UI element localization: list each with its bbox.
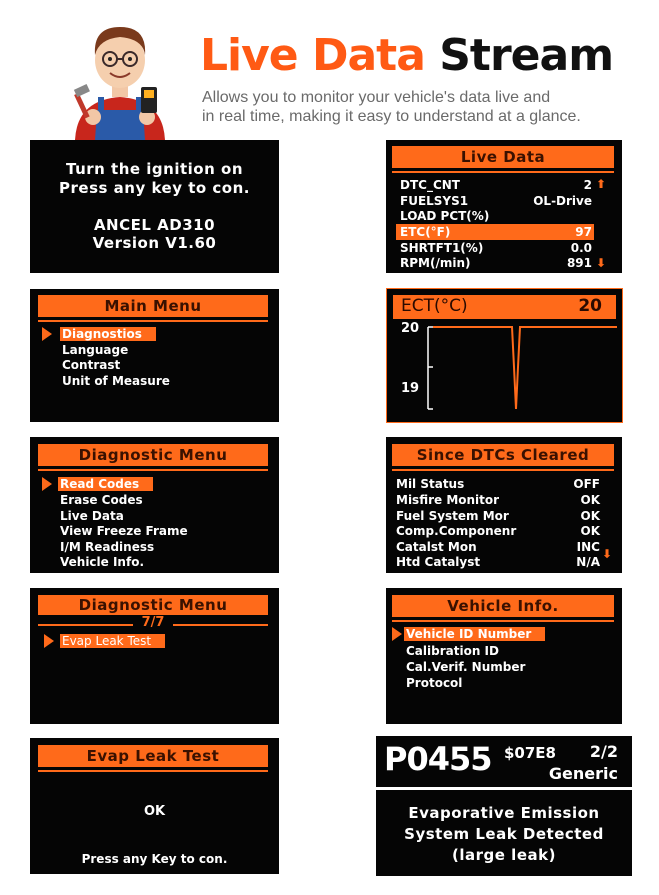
menu-item-diagnostics[interactable]: Diagnostios bbox=[60, 327, 156, 341]
menu-item-language[interactable]: Language bbox=[62, 343, 129, 357]
screen-live-data bbox=[386, 140, 622, 273]
main-menu-divider bbox=[38, 320, 268, 322]
screen-diagnostic-menu-page7 bbox=[30, 588, 279, 724]
scroll-down-arrow-icon[interactable]: ⬇ bbox=[595, 256, 606, 270]
evap-footer: Press any Key to con. bbox=[81, 852, 228, 866]
graph-y-mid: 19 bbox=[401, 381, 420, 396]
dtc-page: 2/2 bbox=[589, 742, 618, 761]
dtc-row-label: Mil Status bbox=[396, 477, 465, 491]
selection-cursor-icon bbox=[42, 327, 52, 341]
live-row-label: LOAD PCT(%) bbox=[400, 209, 490, 223]
title-stream: Stream bbox=[439, 30, 614, 81]
selection-cursor-icon bbox=[392, 627, 402, 641]
menu-item-erase-codes[interactable]: Erase Codes bbox=[60, 493, 143, 507]
live-row-label: SHRTFT1(%) bbox=[400, 241, 484, 255]
menu-item-live-data[interactable]: Live Data bbox=[60, 509, 124, 523]
live-row-value: 0.0 bbox=[570, 241, 592, 255]
dtc-desc-line-2: System Leak Detected bbox=[404, 825, 604, 843]
screen-since-dtcs-cleared bbox=[386, 437, 622, 573]
live-row-label: RPM(/min) bbox=[400, 256, 471, 270]
subtitle-line-1: Allows you to monitor your vehicle's data live and bbox=[202, 89, 551, 106]
menu-item-vehicle-id-number[interactable]: Vehicle ID Number bbox=[404, 627, 545, 641]
graph-plot bbox=[423, 323, 619, 413]
menu-item-protocol[interactable]: Protocol bbox=[406, 676, 463, 690]
menu-item-read-codes[interactable]: Read Codes bbox=[58, 477, 153, 491]
since-dtc-divider bbox=[392, 469, 614, 471]
screen-evap-leak-test bbox=[30, 738, 279, 874]
menu-item-evap-leak-test[interactable]: Evap Leak Test bbox=[60, 634, 165, 648]
dtc-row-label: Catalst Mon bbox=[396, 540, 477, 554]
dtc-row-label: Misfire Monitor bbox=[396, 493, 500, 507]
startup-line-1: Turn the ignition on bbox=[65, 160, 243, 178]
menu-item-vehicle-info[interactable]: Vehicle Info. bbox=[60, 555, 144, 569]
evap-divider bbox=[38, 770, 268, 772]
screen-main-menu bbox=[30, 289, 279, 422]
dtc-row-value: N/A bbox=[576, 555, 600, 569]
main-menu-title-bar bbox=[38, 295, 268, 317]
dtc-row-value: OK bbox=[580, 493, 600, 507]
page-title bbox=[200, 30, 613, 81]
vehicle-info-title: Vehicle Info. bbox=[447, 597, 559, 615]
graph-trace bbox=[433, 327, 617, 409]
selection-cursor-icon bbox=[42, 477, 52, 491]
vehicle-info-title-bar bbox=[392, 595, 614, 617]
dtc-code: P0455 bbox=[384, 740, 492, 778]
scroll-down-arrow-icon[interactable]: ⬇ bbox=[601, 547, 612, 561]
evap-result: OK bbox=[143, 804, 166, 819]
page-subtitle bbox=[202, 88, 622, 126]
live-row-label: FUELSYS1 bbox=[400, 194, 469, 208]
dtc-row-value: OK bbox=[580, 524, 600, 538]
live-row-value: 97 bbox=[575, 225, 592, 239]
menu-item-contrast[interactable]: Contrast bbox=[62, 358, 121, 372]
dtc-row-value: INC bbox=[576, 540, 600, 554]
diag-menu2-page: 7/7 bbox=[141, 615, 165, 630]
since-dtc-title-bar bbox=[392, 444, 614, 466]
dtc-row-label: Htd Catalyst bbox=[396, 555, 481, 569]
live-row-value: 2 bbox=[583, 178, 592, 192]
mascot-illustration bbox=[65, 15, 175, 140]
menu-item-calibration-id[interactable]: Calibration ID bbox=[406, 644, 499, 658]
graph-label: ECT(°C) bbox=[401, 296, 468, 316]
diag-menu-title: Diagnostic Menu bbox=[78, 446, 228, 464]
diag-menu2-divider-right bbox=[173, 624, 268, 626]
live-data-divider bbox=[392, 171, 614, 173]
live-data-title-bar bbox=[392, 146, 614, 168]
dtc-divider bbox=[376, 787, 632, 790]
title-live-data: Live Data bbox=[200, 30, 425, 81]
startup-line-2: Press any key to con. bbox=[59, 179, 250, 197]
diag-menu2-title: Diagnostic Menu bbox=[78, 596, 228, 614]
scroll-up-arrow-icon[interactable]: ⬆ bbox=[595, 177, 606, 191]
diag-menu2-divider-left bbox=[38, 624, 133, 626]
evap-title-bar bbox=[38, 745, 268, 767]
live-data-title: Live Data bbox=[460, 148, 546, 166]
screen-startup bbox=[30, 140, 279, 273]
diag-menu-title-bar bbox=[38, 444, 268, 466]
menu-item-cal-verif-number[interactable]: Cal.Verif. Number bbox=[406, 660, 526, 674]
dtc-desc-line-3: (large leak) bbox=[452, 846, 556, 864]
selection-cursor-icon bbox=[44, 634, 54, 648]
startup-line-4: Version V1.60 bbox=[92, 234, 217, 252]
live-row-label: ETC(°F) bbox=[400, 225, 451, 239]
screen-diagnostic-menu bbox=[30, 437, 279, 573]
dtc-type: Generic bbox=[548, 764, 618, 783]
dtc-row-label: Fuel System Mor bbox=[396, 509, 509, 523]
menu-item-view-freeze-frame[interactable]: View Freeze Frame bbox=[60, 524, 188, 538]
menu-item-im-readiness[interactable]: I/M Readiness bbox=[60, 540, 155, 554]
dtc-desc-line-1: Evaporative Emission bbox=[408, 804, 600, 822]
dtc-module: $07E8 bbox=[504, 744, 556, 762]
screen-ect-graph bbox=[386, 288, 623, 423]
vehicle-info-divider bbox=[392, 620, 614, 622]
diag-menu2-title-bar bbox=[38, 595, 268, 615]
dtc-row-value: OFF bbox=[573, 477, 600, 491]
main-menu-title: Main Menu bbox=[104, 297, 202, 315]
subtitle-line-2: in real time, making it easy to understand at a glance. bbox=[202, 108, 581, 125]
screen-dtc-code bbox=[376, 736, 632, 876]
graph-y-max: 20 bbox=[401, 321, 420, 336]
since-dtc-title: Since DTCs Cleared bbox=[416, 446, 590, 464]
dtc-row-label: Comp.Componenr bbox=[396, 524, 517, 538]
graph-value: 20 bbox=[578, 296, 602, 316]
screen-vehicle-info bbox=[386, 588, 622, 724]
menu-item-unit-of-measure[interactable]: Unit of Measure bbox=[62, 374, 170, 388]
live-row-value: 891 bbox=[566, 256, 592, 270]
live-row-value: OL-Drive bbox=[533, 194, 592, 208]
live-row-label: DTC_CNT bbox=[400, 178, 460, 192]
dtc-row-value: OK bbox=[580, 509, 600, 523]
evap-title: Evap Leak Test bbox=[86, 747, 220, 765]
diag-menu-divider bbox=[38, 469, 268, 471]
startup-line-3: ANCEL AD310 bbox=[93, 216, 216, 234]
